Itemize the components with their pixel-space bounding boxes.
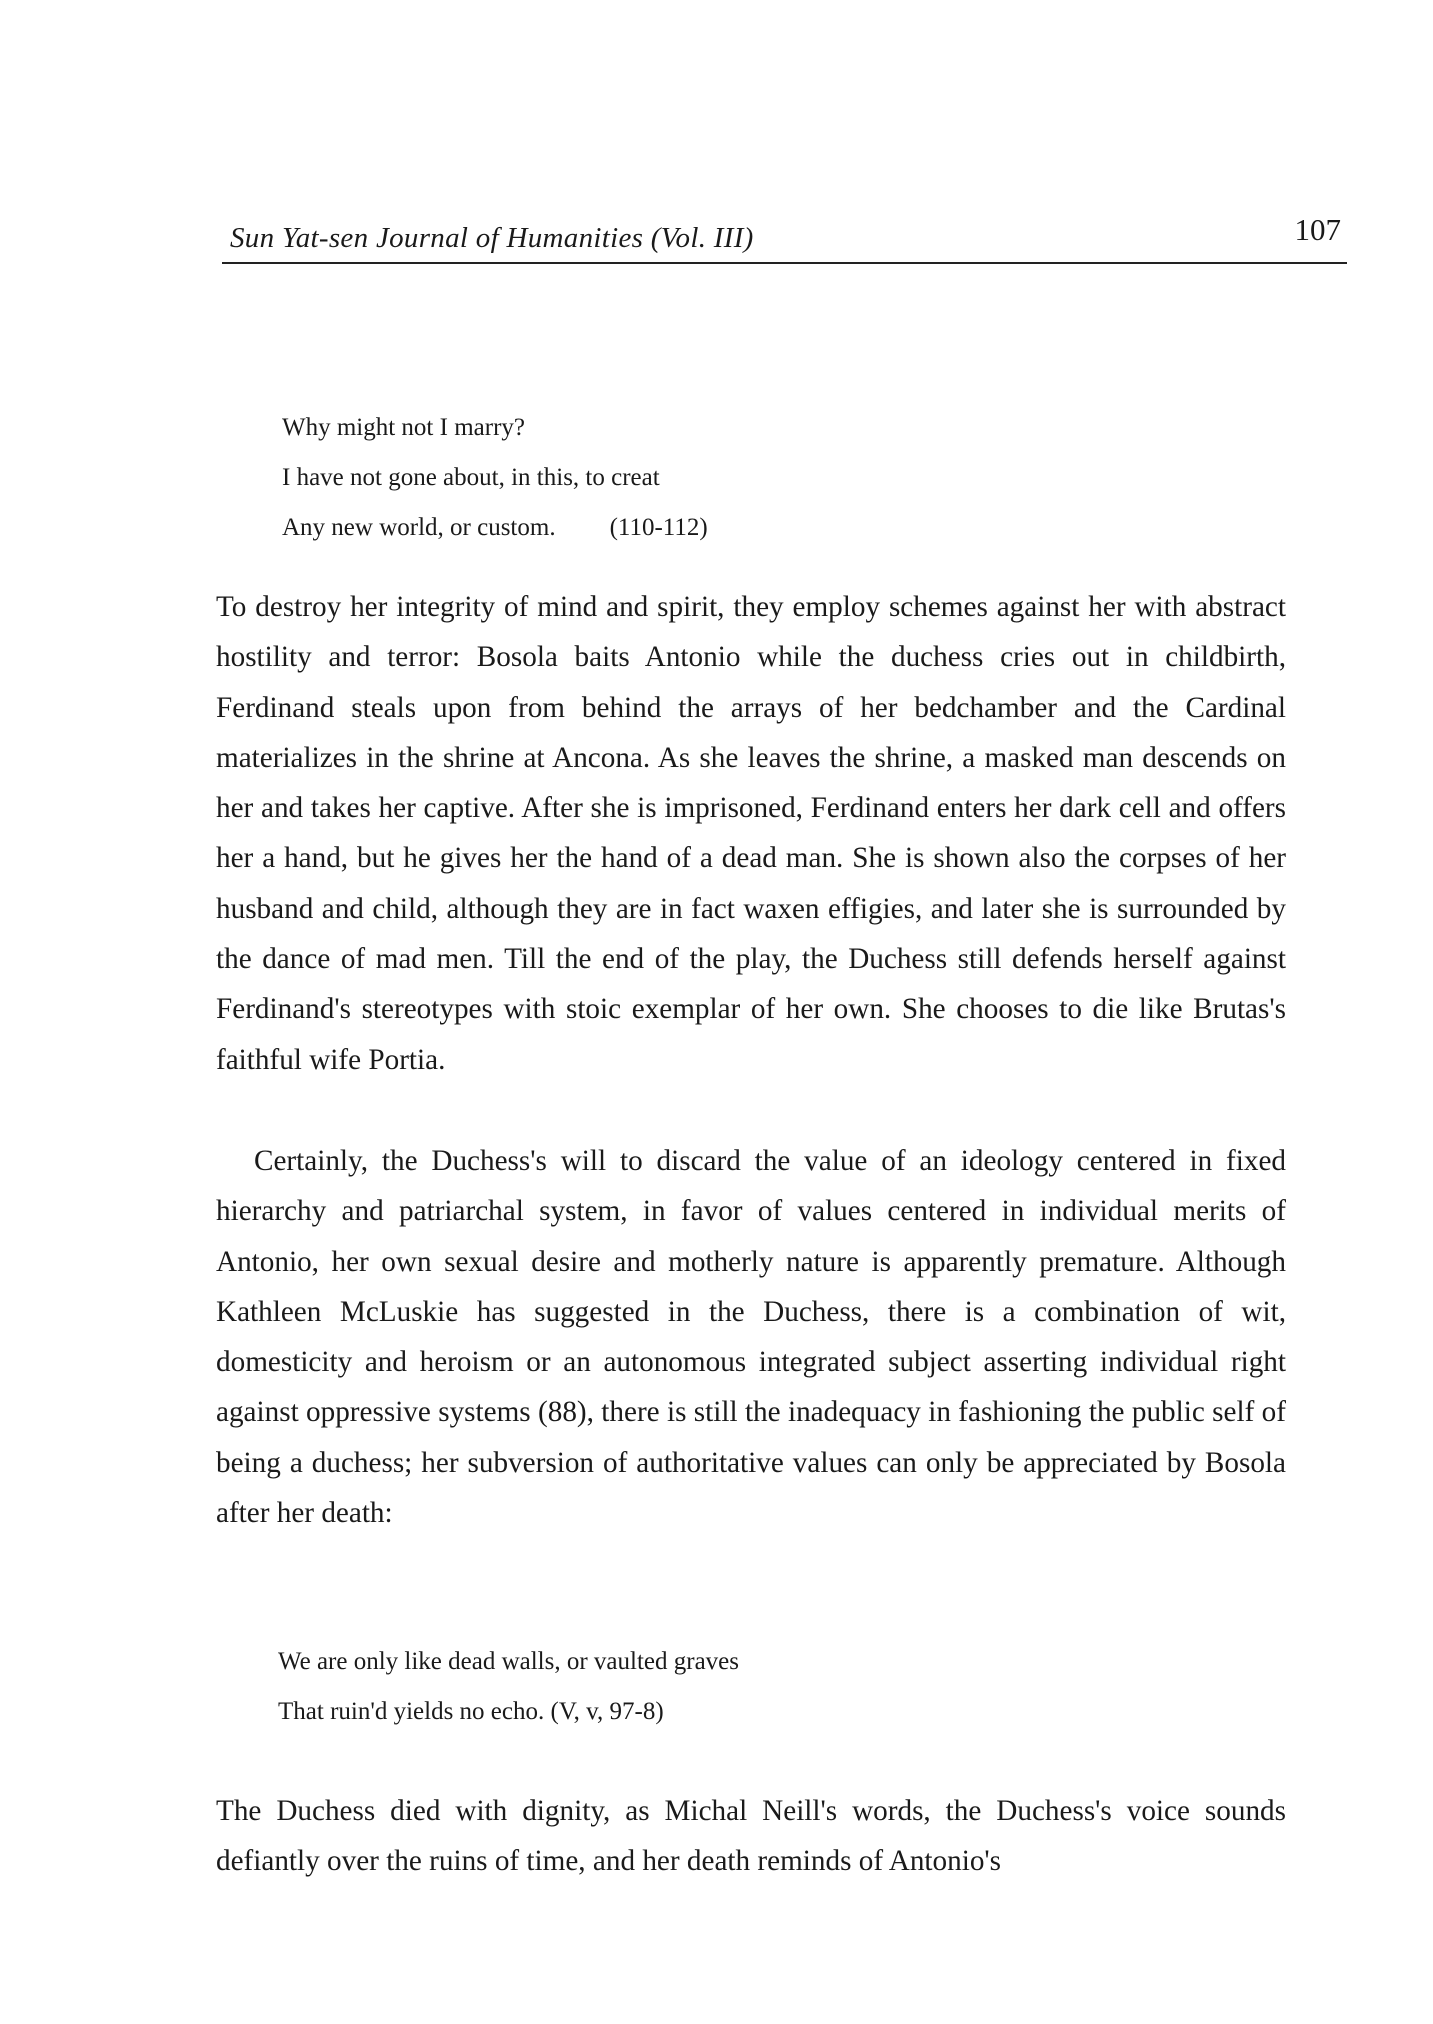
paragraph-text: To destroy her integrity of mind and spirit, they employ schemes against her with abstract hostility and terror: Bosola baits Antonio while the duchess cries out in childbirth, Ferdinand steals upon from behind the arrays of her bedchamber and the Cardinal materializes in the shrine at Ancona. As she leaves the shrine, a masked man descends on her and takes her captive. After she is imprisoned, Ferdinand enters her dark cell and offers her a hand, but he gives her the hand of a dead man. She is shown also the corpses of her husband and child, although they are in fact waxen effigies, and later she is surrounded by the dance of mad men. Till the end of the play, the Duchess still defends herself against Ferdinand's stereotypes with stoic exemplar of her own. She chooses to die like Brutas's faithful wife Portia. bbox=[216, 591, 1286, 1076]
quote-line: That ruin'd yields no echo. (V, v, 97-8) bbox=[278, 1698, 664, 1725]
paragraph-text: The Duchess died with dignity, as Michal Neill's words, the Duchess's voice sounds defiantly over the ruins of time, and her death reminds of Antonio's bbox=[216, 1795, 1286, 1878]
quote-line: Why might not I marry? bbox=[282, 414, 525, 441]
journal-title: Sun Yat-sen Journal of Humanities (Vol. III) bbox=[230, 222, 754, 254]
quote-line: We are only like dead walls, or vaulted graves bbox=[278, 1648, 740, 1675]
quote-text: Any new world, or custom. bbox=[282, 514, 556, 541]
paragraph-1 bbox=[216, 582, 1286, 1085]
paragraph-2 bbox=[216, 1136, 1286, 1538]
page-number: 107 bbox=[1294, 212, 1341, 247]
quote-reference: (110-112) bbox=[609, 514, 708, 541]
block-quote-2 bbox=[278, 1637, 739, 1737]
paragraph-text: Certainly, the Duchess's will to discard the value of an ideology centered in fixed hierarchy and patriarchal system, in favor of values centered in individual merits of Antonio, her own sexual desire and motherly nature is apparently premature. Although Kathleen McLuskie has suggested in the Duchess, there is a combination of wit, domesticity and heroism or an autonomous integrated subject asserting individual right against oppressive systems (88), there is still the inadequacy in fashioning the public self of being a duchess; her subversion of authoritative values can only be appreciated by Bosola after her death: bbox=[216, 1145, 1286, 1530]
paragraph-3 bbox=[216, 1786, 1286, 1887]
block-quote-1 bbox=[282, 403, 708, 553]
quote-line: I have not gone about, in this, to creat bbox=[282, 464, 660, 491]
running-header bbox=[222, 208, 1347, 264]
quote-line bbox=[282, 503, 708, 553]
